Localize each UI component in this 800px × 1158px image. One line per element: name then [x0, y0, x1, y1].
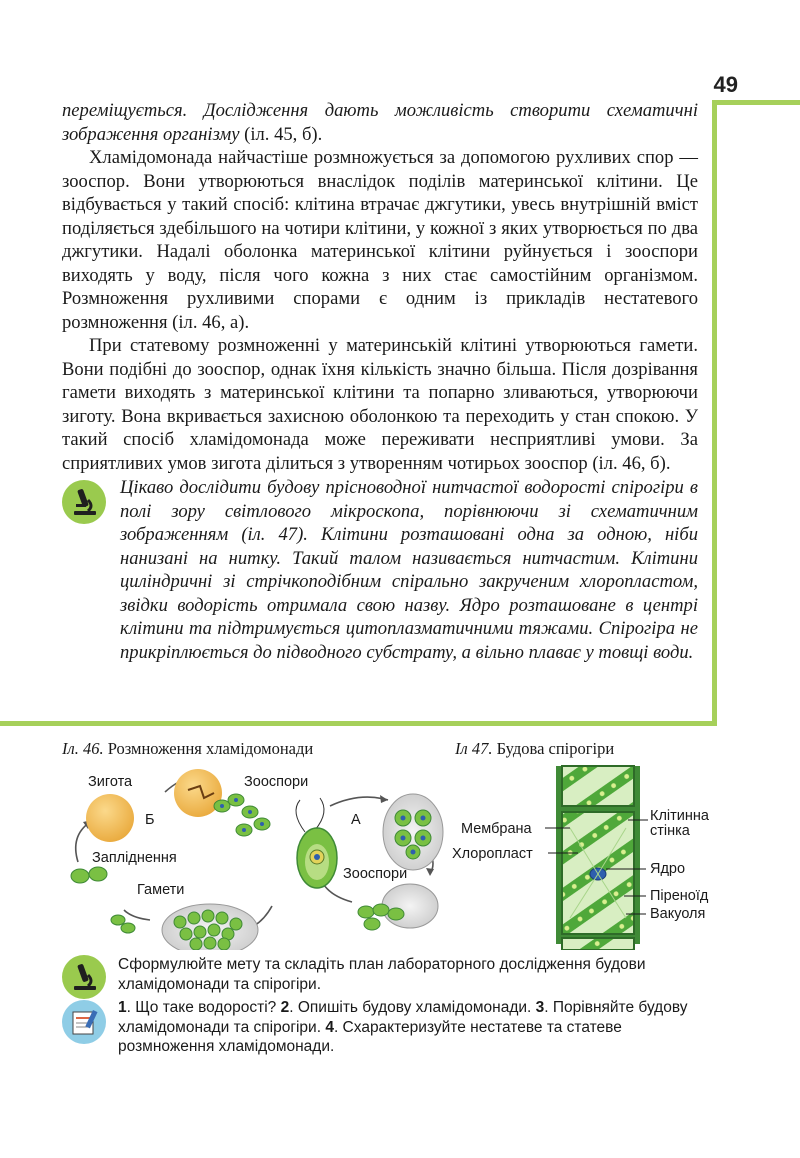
- main-text: [62, 99, 698, 664]
- lab-box: [62, 476, 698, 664]
- frame-bottom-bar: [0, 721, 717, 726]
- label-membrane: Мембрана: [461, 821, 532, 837]
- fig47-diagram: [452, 766, 710, 950]
- fig46-diagram: [71, 769, 443, 950]
- fig47-number: Іл 47.: [455, 739, 493, 758]
- zygote-splitting-shape: [174, 769, 222, 817]
- intro-paragraph: [62, 99, 698, 146]
- page-number: 49: [713, 72, 738, 97]
- question-3: . Порівняйте будову хламідомонади та спірогіри.: [118, 999, 688, 1036]
- question-1-number: 1: [118, 999, 127, 1016]
- paragraph-sexual: При статевому розмноженні у материнській клітині утворюються гамети. Вони подібні до зооспор, однак їхня кількість значно більша. Після дозрівання гамети виходять з материнської клітини та попарно зливаються, утворюючи зиготу. Вона вкривається захисною оболонкою та переходить у стан спокою. У такий спосіб хламідомонада може переживати несприятливі умови. За сприятливих умов зигота ділиться з утворенням чотирьох зооспор (іл. 46, б).: [62, 335, 698, 474]
- label-a: А: [351, 812, 361, 828]
- label-fertilization: Запліднення: [92, 850, 177, 866]
- question-1: . Що таке водорості?: [126, 999, 281, 1016]
- released-zoospores-dish: [382, 884, 438, 928]
- label-gametes: Гамети: [137, 882, 185, 898]
- label-pyrenoid: Піреноїд: [650, 888, 709, 904]
- label-cell-wall-1: Клітинна: [650, 808, 709, 824]
- questions: [62, 998, 722, 1057]
- fig46-title: Розмноження хламідомонади: [103, 739, 314, 758]
- intro-italic: переміщується. Дослідження дають можливість створити схематичні зображення організму: [62, 100, 698, 145]
- lab-box-text: Цікаво дослідити будову прісноводної нитчастої водорості спірогіри в полі зору світлового мікроскопа, порівнюючи зі схематичним зображенням (іл. 47). Клітини розташовані одна за одною, ніби нанизані на нитку. Такий талом називається нитчастим. Клітини циліндричні зі стрічкоподібним спірально закрученим хлоропластом, звідки водорість отримала свою назву. Ядро розташоване в центрі клітини та підтримується цитоплазматичними тяжами. Спірогіра не прикріплюється до підводного субстрату, а вільно плаває у товщі води.: [120, 477, 698, 663]
- frame-top-bar: [712, 100, 800, 105]
- intro-tail: (іл. 45, б).: [239, 123, 323, 145]
- label-zoospores-top: Зооспори: [244, 774, 309, 790]
- label-zoospores-right: Зооспори: [343, 866, 408, 882]
- question-2-number: 2: [280, 999, 290, 1016]
- lab-task-text: Сформулюйте мету та складіть план лабораторного дослідження будови хламідомонади та спірогіри.: [118, 956, 646, 993]
- label-vacuole: Вакуоля: [650, 906, 706, 922]
- figures-svg: [0, 760, 800, 950]
- label-nucleus: Ядро: [650, 861, 686, 877]
- microscope-icon: [62, 480, 106, 524]
- label-cell-wall-2: стінка: [650, 823, 690, 839]
- question-3-number: 3: [535, 999, 545, 1016]
- question-4-number: 4: [325, 1018, 334, 1036]
- lab-task: [62, 955, 722, 994]
- fig47-caption: [455, 739, 614, 759]
- fig46-caption: [62, 739, 313, 759]
- questions-text: [118, 998, 722, 1057]
- fig47-title: Будова спірогіри: [492, 739, 615, 758]
- label-zygote: Зигота: [88, 774, 133, 790]
- question-4: . Схарактеризуйте нестатеве та статеве розмноження хламідомонади.: [118, 1018, 622, 1055]
- question-2: . Опишіть будову хламідомонади.: [289, 999, 536, 1016]
- label-b: Б: [145, 812, 155, 828]
- frame-right-bar: [712, 100, 717, 726]
- zygote-shape: [86, 794, 134, 842]
- book-icon: [62, 1000, 106, 1044]
- paragraph-zoospores: Хламідомонада найчастіше розмножується за допомогою рухливих спор — зооспор. Вони утворюються внаслідок поділів материнської клітини. Це відбувається у такий спосіб: клітина втрачає джгутики, увесь внутрішній вміст поділяється здебільшого на чотири клітини, у кожної з яких утворюється по два джгутики. Надалі оболонка материнської клітини руйнується і зооспори виходять у воду, після чого кожна з них стає самостійним організмом. Розмноження рухливими спорами є одним із прикладів нестатевого розмноження (іл. 46, а).: [62, 147, 698, 333]
- fig46-number: Іл. 46.: [62, 739, 104, 758]
- label-chloroplast: Хлоропласт: [452, 846, 533, 862]
- microscope-icon: [62, 955, 106, 999]
